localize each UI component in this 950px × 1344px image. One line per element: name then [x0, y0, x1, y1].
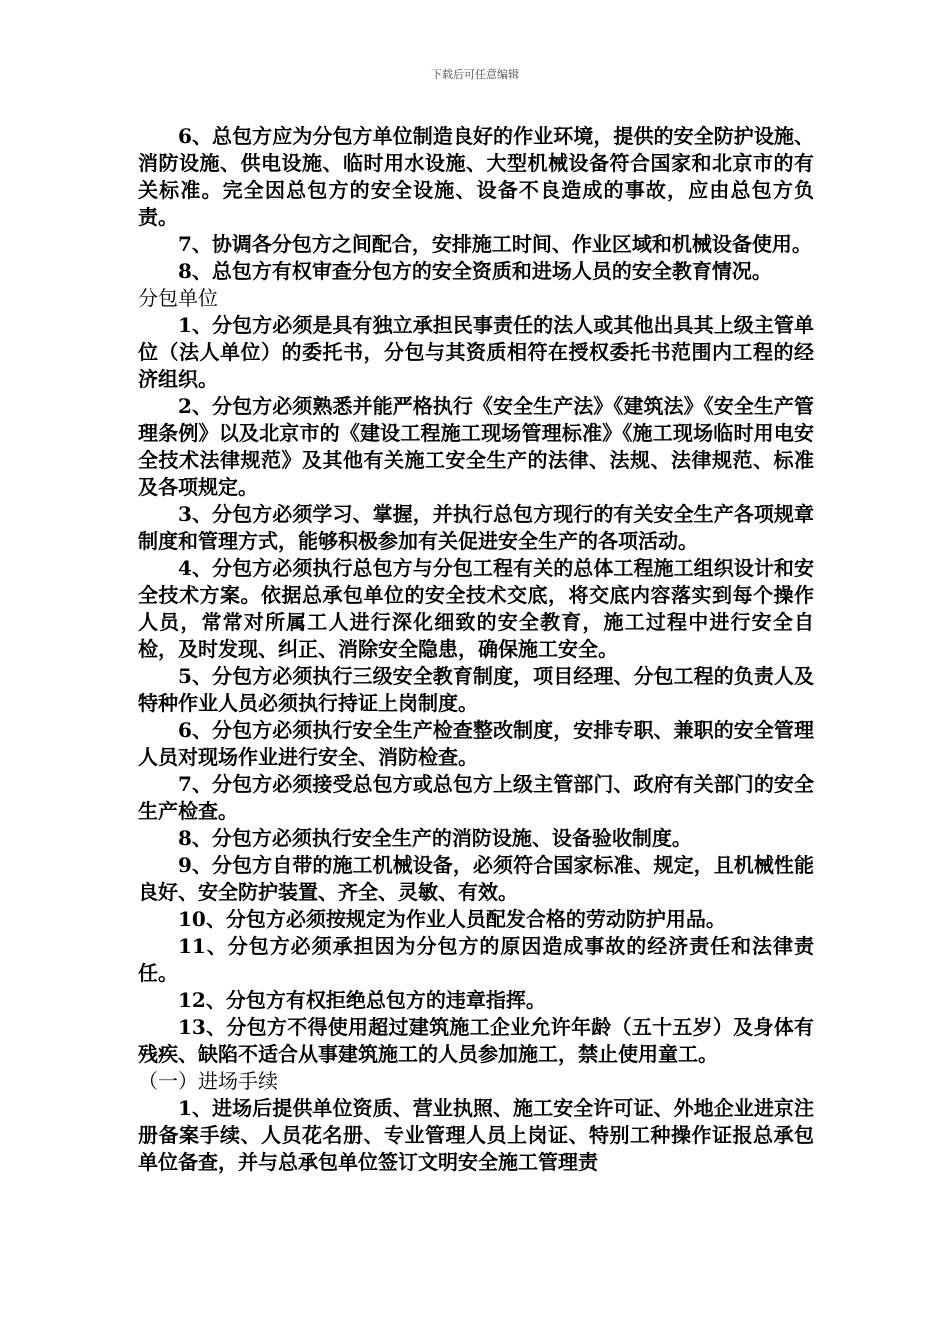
- paragraph-sub-6: 6、分包方必须执行安全生产检查整改制度，安排专职、兼职的安全管理人员对现场作业进行安全、消防检查。: [138, 718, 814, 769]
- document-body: [138, 123, 814, 1176]
- header-note: 下载后可任意编辑: [431, 68, 519, 81]
- paragraph-sub-9: 9、分包方自带的施工机械设备，必须符合国家标准、规定，且机械性能良好、安全防护装置、齐全、灵敏、有效。: [138, 853, 814, 904]
- paragraph-sub-8: 8、分包方必须执行安全生产的消防设施、设备验收制度。: [178, 826, 692, 850]
- paragraph-sub-2: 2、分包方必须熟悉并能严格执行《安全生产法》《建筑法》《安全生产管理条例》以及北京市的《建设工程施工现场管理标准》《施工现场临时用电安全技术法律规范》及其他有关施工安全生产的法律、法规、法律规范、标准及各项规定。: [138, 394, 814, 499]
- paragraph-general-6: 6、总包方应为分包方单位制造良好的作业环境，提供的安全防护设施、消防设施、供电设施、临时用水设施、大型机械设备符合国家和北京市的有关标准。完全因总包方的安全设施、设备不良造成的事故，应由总包方负责。: [138, 124, 814, 229]
- paragraph-general-8: 8、总包方有权审查分包方的安全资质和进场人员的安全教育情况。: [178, 259, 772, 283]
- subsection-title: （一）进场手续: [138, 1069, 278, 1093]
- paragraph-sub-11: 11、分包方必须承担因为分包方的原因造成事故的经济责任和法律责任。: [138, 934, 814, 985]
- paragraph-sub-13: 13、分包方不得使用超过建筑施工企业允许年龄（五十五岁）及身体有残疾、缺陷不适合从事建筑施工的人员参加施工，禁止使用童工。: [138, 1015, 814, 1066]
- paragraph-sub-10: 10、分包方必须按规定为作业人员配发合格的劳动防护用品。: [178, 907, 726, 931]
- paragraph-sub-1: 1、分包方必须是具有独立承担民事责任的法人或其他出具其上级主管单位（法人单位）的委托书，分包与其资质相符在授权委托书范围内工程的经济组织。: [138, 313, 814, 391]
- paragraph-entry-1: 1、进场后提供单位资质、营业执照、施工安全许可证、外地企业进京注册备案手续、人员花名册、专业管理人员上岗证、特别工种操作证报总承包单位备查，并与总承包单位签订文明安全施工管理责: [138, 1096, 814, 1174]
- paragraph-sub-4: 4、分包方必须执行总包方与分包工程有关的总体工程施工组织设计和安全技术方案。依据总承包单位的安全技术交底，将交底内容落实到每个操作人员，常常对所属工人进行深化细致的安全教育，施工过程中进行安全自检，及时发现、纠正、消除安全隐患，确保施工安全。: [138, 556, 814, 661]
- paragraph-general-7: 7、协调各分包方之间配合，安排施工时间、作业区域和机械设备使用。: [178, 232, 812, 256]
- paragraph-sub-12: 12、分包方有权拒绝总包方的违章指挥。: [178, 988, 546, 1012]
- section-title: 分包单位: [138, 286, 218, 310]
- paragraph-sub-5: 5、分包方必须执行三级安全教育制度，项目经理、分包工程的负责人及特种作业人员必须执行持证上岗制度。: [138, 664, 814, 715]
- paragraph-sub-3: 3、分包方必须学习、掌握，并执行总包方现行的有关安全生产各项规章制度和管理方式，能够积极参加有关促进安全生产的各项活动。: [138, 502, 814, 553]
- paragraph-sub-7: 7、分包方必须接受总包方或总包方上级主管部门、政府有关部门的安全生产检查。: [138, 772, 814, 823]
